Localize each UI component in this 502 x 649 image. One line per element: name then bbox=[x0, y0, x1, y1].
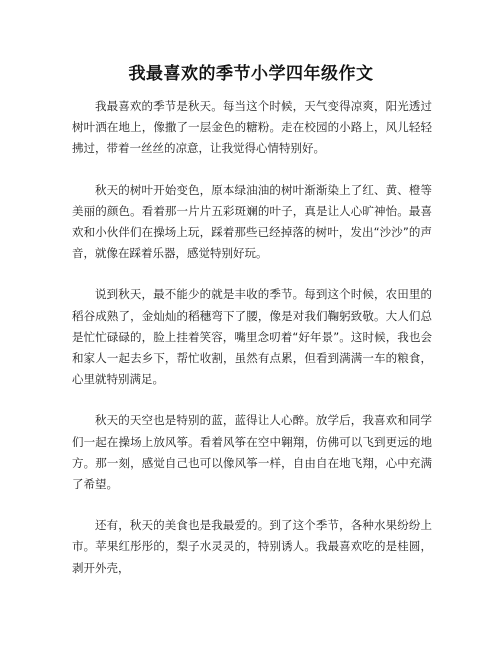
paragraph-2: 秋天的树叶开始变色，原本绿油油的树叶渐渐染上了红、黄、橙等美丽的颜色。看着那一片片五彩斑斓的叶子，真是让人心旷神怡。最喜欢和小伙伴们在操场上玩，踩着那些已经掉落的树叶，发出“沙沙”的声音，就像在踩着乐器，感觉特别好玩。 bbox=[72, 182, 432, 261]
paragraph-5: 还有，秋天的美食也是我最爱的。到了这个季节，各种水果纷纷上市。苹果红彤彤的，梨子水灵灵的，特别诱人。我最喜欢吃的是桂圆，剥开外壳， bbox=[72, 518, 432, 575]
paragraph-3: 说到秋天，最不能少的就是丰收的季节。每到这个时候，农田里的稻谷成熟了，金灿灿的稻穗弯下了腰，像是对我们鞠躬致敬。大人们总是忙忙碌碌的，脸上挂着笑容，嘴里念叨着“好年景”。这时候，我也会和家人一起去乡下，帮忙收割，虽然有点累，但看到满满一车的粮食，心里就特别满足。 bbox=[72, 287, 432, 387]
document-body bbox=[72, 96, 432, 599]
paragraph-1: 我最喜欢的季节是秋天。每当这个时候，天气变得凉爽，阳光透过树叶洒在地上，像撒了一层金色的糖粉。走在校园的小路上，风儿轻轻拂过，带着一丝丝的凉意，让我觉得心情特别好。 bbox=[72, 99, 432, 156]
document-title: 我最喜欢的季节小学四年级作文 bbox=[128, 64, 374, 84]
paragraph-4: 秋天的天空也是特别的蓝，蓝得让人心醉。放学后，我喜欢和同学们一起在操场上放风筝。看着风筝在空中翱翔，仿佛可以飞到更远的地方。那一刻，感觉自己也可以像风筝一样，自由自在地飞翔，心中充满了希望。 bbox=[72, 413, 432, 492]
